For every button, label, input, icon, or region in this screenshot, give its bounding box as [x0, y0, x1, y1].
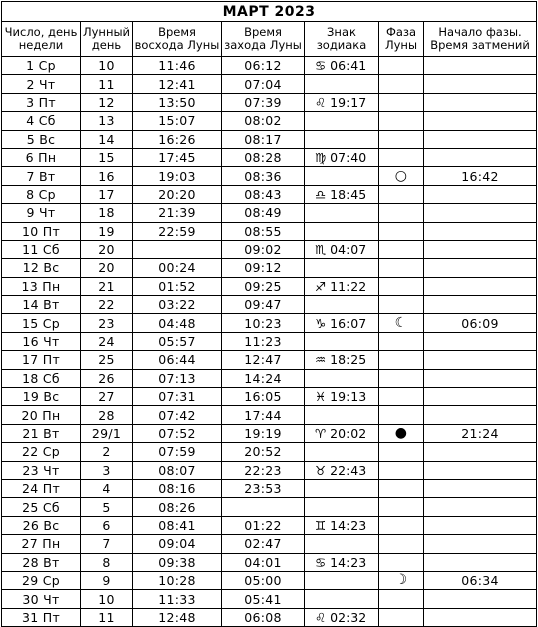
cell-lunar-day: 21 — [81, 277, 133, 295]
header-date — [2, 22, 81, 57]
table-row — [2, 590, 537, 608]
table-row — [2, 93, 537, 111]
cell-phase-start: 16:42 — [424, 167, 537, 185]
table-row — [2, 204, 537, 222]
cell-phase — [379, 461, 424, 479]
cell-phase-start — [424, 369, 537, 387]
table-row — [2, 553, 537, 571]
cell-phase-start — [424, 351, 537, 369]
header-lunar-day — [81, 22, 133, 57]
cell-phase — [379, 479, 424, 497]
cell-moonrise: 17:45 — [133, 148, 222, 166]
cell-lunar-day: 23 — [81, 314, 133, 332]
header-line: Фаза — [385, 25, 417, 39]
cell-date: 19 Вс — [2, 388, 81, 406]
cell-moonset: 08:55 — [222, 222, 305, 240]
table-title: МАРТ 2023 — [2, 2, 537, 22]
cell-phase-start — [424, 75, 537, 93]
cell-zodiac — [305, 443, 379, 461]
cell-date: 7 Вт — [2, 167, 81, 185]
cell-zodiac: ♌ 02:32 — [305, 608, 379, 626]
cell-phase — [379, 93, 424, 111]
cell-date: 10 Пт — [2, 222, 81, 240]
cell-moonrise: 12:41 — [133, 75, 222, 93]
cell-phase-start — [424, 240, 537, 258]
header-line: Время — [244, 25, 282, 39]
cell-date: 2 Чт — [2, 75, 81, 93]
cell-phase — [379, 369, 424, 387]
cell-lunar-day: 11 — [81, 608, 133, 626]
cell-date: 12 Вс — [2, 259, 81, 277]
cell-lunar-day: 27 — [81, 388, 133, 406]
cell-zodiac: ♌ 19:17 — [305, 93, 379, 111]
cell-lunar-day: 15 — [81, 148, 133, 166]
cell-phase — [379, 443, 424, 461]
cell-phase-start — [424, 112, 537, 130]
table-body — [2, 57, 537, 627]
cell-phase — [379, 185, 424, 203]
cell-zodiac — [305, 498, 379, 516]
cell-moonrise: 08:41 — [133, 516, 222, 534]
cell-phase — [379, 222, 424, 240]
cell-zodiac — [305, 167, 379, 185]
cell-moonrise: 09:38 — [133, 553, 222, 571]
cell-moonset: 12:47 — [222, 351, 305, 369]
cell-phase — [379, 388, 424, 406]
cell-moonset: 16:05 — [222, 388, 305, 406]
cell-phase-start — [424, 204, 537, 222]
cell-phase — [379, 277, 424, 295]
header-zodiac — [305, 22, 379, 57]
cell-lunar-day: 17 — [81, 185, 133, 203]
cell-moonrise: 08:26 — [133, 498, 222, 516]
header-line: Число, день — [4, 25, 78, 39]
cell-phase-start — [424, 608, 537, 626]
table-row — [2, 424, 537, 442]
cell-moonset: 10:23 — [222, 314, 305, 332]
cell-lunar-day: 5 — [81, 498, 133, 516]
cell-date: 17 Пт — [2, 351, 81, 369]
cell-phase-start — [424, 296, 537, 314]
cell-moonset: 14:24 — [222, 369, 305, 387]
cell-phase-start — [424, 222, 537, 240]
cell-zodiac — [305, 130, 379, 148]
cell-moonrise: 20:20 — [133, 185, 222, 203]
table-row — [2, 443, 537, 461]
cell-lunar-day: 29/1 — [81, 424, 133, 442]
cell-date: 25 Сб — [2, 498, 81, 516]
header-moonset — [222, 22, 305, 57]
cell-phase-start — [424, 516, 537, 534]
table-row — [2, 535, 537, 553]
cell-phase-start — [424, 388, 537, 406]
cell-lunar-day: 8 — [81, 553, 133, 571]
cell-lunar-day: 24 — [81, 332, 133, 350]
header-row — [2, 22, 537, 57]
moon-calendar — [1, 1, 536, 627]
cell-phase-start: 06:09 — [424, 314, 537, 332]
cell-moonset: 06:08 — [222, 608, 305, 626]
cell-phase — [379, 75, 424, 93]
cell-zodiac — [305, 369, 379, 387]
cell-phase: ○ — [379, 167, 424, 185]
cell-phase-start — [424, 148, 537, 166]
cell-date: 13 Пн — [2, 277, 81, 295]
cell-moonrise: 05:57 — [133, 332, 222, 350]
cell-date: 28 Вт — [2, 553, 81, 571]
cell-phase-start — [424, 406, 537, 424]
cell-lunar-day: 14 — [81, 130, 133, 148]
cell-lunar-day: 10 — [81, 57, 133, 75]
cell-phase-start — [424, 277, 537, 295]
cell-lunar-day: 19 — [81, 222, 133, 240]
table-row — [2, 332, 537, 350]
table-row — [2, 314, 537, 332]
cell-zodiac: ♑ 16:07 — [305, 314, 379, 332]
table-row — [2, 296, 537, 314]
cell-zodiac: ♉ 22:43 — [305, 461, 379, 479]
cell-moonrise: 10:28 — [133, 571, 222, 589]
cell-zodiac — [305, 406, 379, 424]
cell-moonset: 23:53 — [222, 479, 305, 497]
table-row — [2, 57, 537, 75]
cell-phase — [379, 516, 424, 534]
cell-zodiac: ♒ 18:25 — [305, 351, 379, 369]
table-row — [2, 608, 537, 626]
cell-moonrise: 11:33 — [133, 590, 222, 608]
cell-phase-start — [424, 57, 537, 75]
table-row — [2, 112, 537, 130]
cell-moonset: 06:12 — [222, 57, 305, 75]
cell-date: 9 Чт — [2, 204, 81, 222]
cell-date: 3 Пт — [2, 93, 81, 111]
cell-phase-start — [424, 498, 537, 516]
cell-phase-start — [424, 479, 537, 497]
cell-moonset: 20:52 — [222, 443, 305, 461]
cell-phase — [379, 148, 424, 166]
cell-date: 21 Вт — [2, 424, 81, 442]
table-row — [2, 369, 537, 387]
table-row — [2, 461, 537, 479]
table-row — [2, 148, 537, 166]
cell-zodiac — [305, 535, 379, 553]
cell-moonset: 17:44 — [222, 406, 305, 424]
table-row — [2, 277, 537, 295]
cell-phase — [379, 240, 424, 258]
cell-moonrise: 13:50 — [133, 93, 222, 111]
cell-date: 18 Сб — [2, 369, 81, 387]
table-row — [2, 185, 537, 203]
cell-zodiac: ♊ 14:23 — [305, 516, 379, 534]
cell-moonrise: 12:48 — [133, 608, 222, 626]
cell-phase — [379, 332, 424, 350]
cell-moonset: 01:22 — [222, 516, 305, 534]
header-moonrise — [133, 22, 222, 57]
header-line: зодиака — [316, 38, 367, 52]
cell-phase — [379, 351, 424, 369]
cell-lunar-day: 26 — [81, 369, 133, 387]
cell-date: 8 Ср — [2, 185, 81, 203]
table-row — [2, 406, 537, 424]
cell-moonrise: 15:07 — [133, 112, 222, 130]
table-row — [2, 259, 537, 277]
cell-phase — [379, 57, 424, 75]
cell-moonset: 07:39 — [222, 93, 305, 111]
cell-moonset: 02:47 — [222, 535, 305, 553]
cell-date: 20 Пн — [2, 406, 81, 424]
cell-lunar-day: 9 — [81, 571, 133, 589]
table-row — [2, 167, 537, 185]
cell-moonset: 22:23 — [222, 461, 305, 479]
cell-phase — [379, 553, 424, 571]
cell-phase: ● — [379, 424, 424, 442]
cell-moonrise: 07:13 — [133, 369, 222, 387]
cell-zodiac — [305, 112, 379, 130]
cell-moonset: 08:17 — [222, 130, 305, 148]
cell-phase — [379, 296, 424, 314]
cell-date: 26 Вс — [2, 516, 81, 534]
cell-lunar-day: 18 — [81, 204, 133, 222]
cell-phase-start — [424, 443, 537, 461]
cell-zodiac: ♋ 14:23 — [305, 553, 379, 571]
cell-zodiac: ♈ 20:02 — [305, 424, 379, 442]
cell-zodiac — [305, 259, 379, 277]
cell-lunar-day: 20 — [81, 240, 133, 258]
header-line: Лунный — [82, 25, 131, 39]
cell-date: 24 Пт — [2, 479, 81, 497]
cell-phase-start — [424, 535, 537, 553]
cell-date: 23 Чт — [2, 461, 81, 479]
cell-date: 22 Ср — [2, 443, 81, 461]
cell-date: 31 Пт — [2, 608, 81, 626]
table-row — [2, 130, 537, 148]
cell-lunar-day: 13 — [81, 112, 133, 130]
cell-lunar-day: 20 — [81, 259, 133, 277]
cell-moonset: 09:02 — [222, 240, 305, 258]
cell-moonrise — [133, 240, 222, 258]
cell-phase — [379, 590, 424, 608]
cell-moonrise: 00:24 — [133, 259, 222, 277]
cell-zodiac: ♓ 19:13 — [305, 388, 379, 406]
cell-phase-start — [424, 553, 537, 571]
cell-zodiac — [305, 75, 379, 93]
cell-date: 27 Пн — [2, 535, 81, 553]
cell-lunar-day: 11 — [81, 75, 133, 93]
cell-phase-start — [424, 461, 537, 479]
table-row — [2, 75, 537, 93]
cell-phase — [379, 204, 424, 222]
cell-lunar-day: 12 — [81, 93, 133, 111]
cell-moonrise: 03:22 — [133, 296, 222, 314]
cell-zodiac: ♋ 06:41 — [305, 57, 379, 75]
cell-moonset: 05:00 — [222, 571, 305, 589]
cell-moonrise: 06:44 — [133, 351, 222, 369]
header-line: Начало фазы. — [438, 25, 522, 39]
cell-lunar-day: 4 — [81, 479, 133, 497]
cell-moonset: 04:01 — [222, 553, 305, 571]
header-line: недели — [18, 38, 64, 52]
cell-zodiac — [305, 222, 379, 240]
cell-moonset: 09:25 — [222, 277, 305, 295]
cell-phase — [379, 130, 424, 148]
cell-moonrise: 01:52 — [133, 277, 222, 295]
table-row — [2, 388, 537, 406]
cell-phase — [379, 498, 424, 516]
cell-phase-start: 21:24 — [424, 424, 537, 442]
cell-lunar-day: 25 — [81, 351, 133, 369]
cell-moonset: 19:19 — [222, 424, 305, 442]
cell-date: 6 Пн — [2, 148, 81, 166]
cell-moonset: 08:02 — [222, 112, 305, 130]
header-line: день — [91, 38, 122, 52]
moon-calendar-table — [1, 1, 537, 627]
table-row — [2, 571, 537, 589]
cell-lunar-day: 2 — [81, 443, 133, 461]
header-line: восхода Луны — [134, 38, 220, 52]
cell-moonrise: 07:52 — [133, 424, 222, 442]
cell-moonrise: 07:42 — [133, 406, 222, 424]
cell-moonrise: 16:26 — [133, 130, 222, 148]
table-row — [2, 516, 537, 534]
cell-phase-start: 06:34 — [424, 571, 537, 589]
cell-moonrise: 19:03 — [133, 167, 222, 185]
cell-phase-start — [424, 130, 537, 148]
cell-moonrise: 11:46 — [133, 57, 222, 75]
cell-date: 14 Вт — [2, 296, 81, 314]
cell-lunar-day: 3 — [81, 461, 133, 479]
cell-zodiac: ♐ 11:22 — [305, 277, 379, 295]
cell-phase — [379, 608, 424, 626]
cell-moonrise: 22:59 — [133, 222, 222, 240]
header-line: Время затмений — [430, 38, 530, 52]
cell-moonrise: 08:16 — [133, 479, 222, 497]
cell-moonrise: 09:04 — [133, 535, 222, 553]
cell-moonset: 08:49 — [222, 204, 305, 222]
cell-date: 30 Чт — [2, 590, 81, 608]
cell-zodiac — [305, 204, 379, 222]
cell-phase — [379, 406, 424, 424]
cell-phase — [379, 259, 424, 277]
cell-phase-start — [424, 93, 537, 111]
cell-lunar-day: 22 — [81, 296, 133, 314]
cell-moonset: 08:43 — [222, 185, 305, 203]
cell-moonrise: 04:48 — [133, 314, 222, 332]
table-row — [2, 222, 537, 240]
header-line: Луны — [384, 38, 418, 52]
cell-lunar-day: 6 — [81, 516, 133, 534]
header-line: Время — [158, 25, 196, 39]
cell-date: 4 Сб — [2, 112, 81, 130]
cell-moonset: 09:12 — [222, 259, 305, 277]
cell-zodiac — [305, 296, 379, 314]
cell-zodiac — [305, 479, 379, 497]
cell-phase-start — [424, 332, 537, 350]
cell-moonrise: 07:31 — [133, 388, 222, 406]
cell-date: 5 Вс — [2, 130, 81, 148]
cell-moonset: 07:04 — [222, 75, 305, 93]
cell-moonset: 09:47 — [222, 296, 305, 314]
table-row — [2, 240, 537, 258]
table-row — [2, 351, 537, 369]
header-line: захода Луны — [224, 38, 302, 52]
cell-phase: ☽ — [379, 571, 424, 589]
cell-phase — [379, 535, 424, 553]
cell-date: 1 Ср — [2, 57, 81, 75]
header-phase-start — [424, 22, 537, 57]
cell-moonrise: 08:07 — [133, 461, 222, 479]
cell-date: 29 Ср — [2, 571, 81, 589]
cell-phase-start — [424, 590, 537, 608]
table-row — [2, 479, 537, 497]
cell-moonrise: 07:59 — [133, 443, 222, 461]
cell-zodiac: ♍ 07:40 — [305, 148, 379, 166]
cell-moonset: 11:23 — [222, 332, 305, 350]
cell-lunar-day: 16 — [81, 167, 133, 185]
cell-moonrise: 21:39 — [133, 204, 222, 222]
cell-zodiac: ♎ 18:45 — [305, 185, 379, 203]
cell-moonset: 08:36 — [222, 167, 305, 185]
cell-phase-start — [424, 259, 537, 277]
cell-zodiac: ♏ 04:07 — [305, 240, 379, 258]
cell-zodiac — [305, 571, 379, 589]
cell-phase — [379, 112, 424, 130]
cell-moonset: 05:41 — [222, 590, 305, 608]
table-row — [2, 498, 537, 516]
cell-date: 16 Чт — [2, 332, 81, 350]
cell-zodiac — [305, 332, 379, 350]
cell-lunar-day: 10 — [81, 590, 133, 608]
cell-zodiac — [305, 590, 379, 608]
cell-moonset: 08:28 — [222, 148, 305, 166]
cell-date: 15 Ср — [2, 314, 81, 332]
cell-phase: ☾ — [379, 314, 424, 332]
cell-date: 11 Сб — [2, 240, 81, 258]
header-line: Знак — [327, 25, 356, 39]
cell-lunar-day: 7 — [81, 535, 133, 553]
cell-phase-start — [424, 185, 537, 203]
header-phase — [379, 22, 424, 57]
cell-lunar-day: 28 — [81, 406, 133, 424]
cell-moonset — [222, 498, 305, 516]
